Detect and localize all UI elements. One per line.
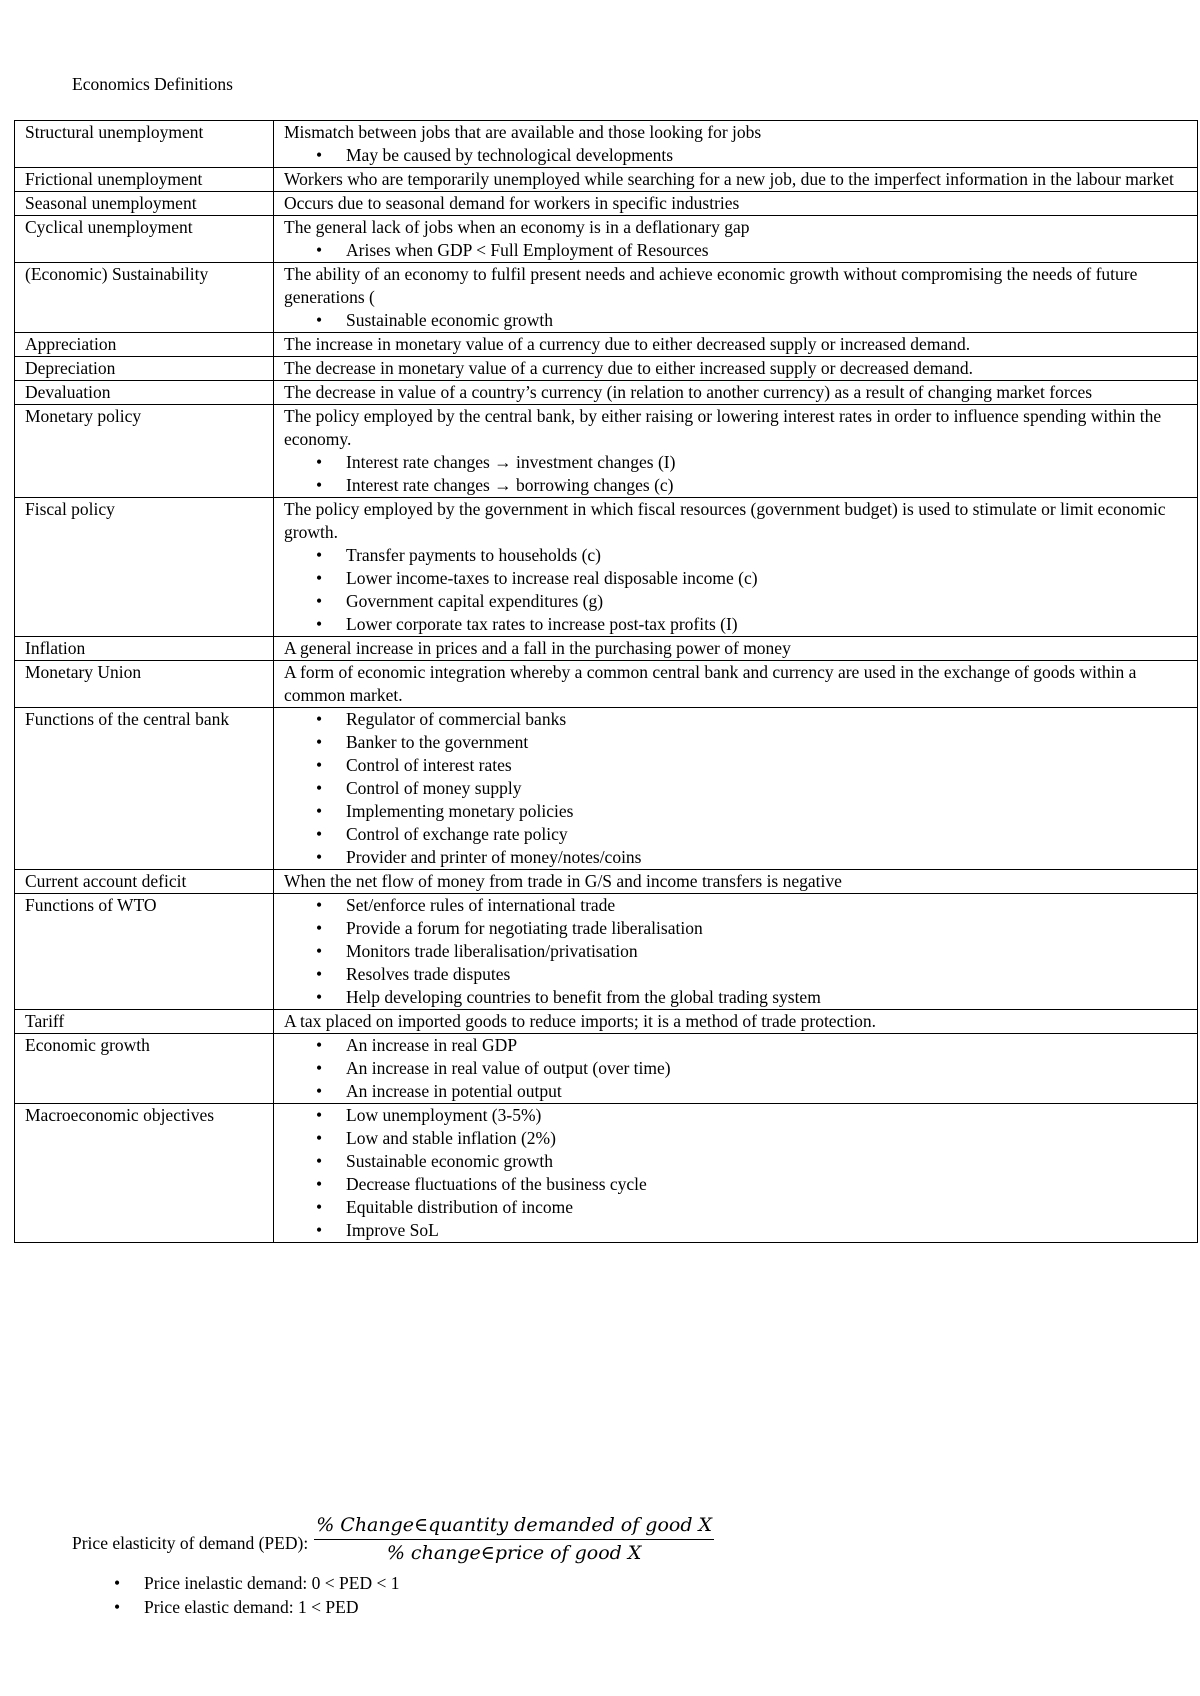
definition-cell xyxy=(274,333,1198,357)
table-row xyxy=(15,870,1198,894)
term-cell: Monetary policy xyxy=(15,405,274,498)
term-cell: Devaluation xyxy=(15,381,274,405)
ped-numerator: % Change∈quantity demanded of good X xyxy=(314,1512,714,1540)
term-cell: Economic growth xyxy=(15,1034,274,1104)
bullet-item: • Interest rate changes → borrowing changes (c) xyxy=(346,474,1187,497)
definition-text: The decrease in value of a country’s currency (in relation to another currency) as a result of changing market forces xyxy=(284,382,1093,402)
bullet-list xyxy=(284,309,1187,332)
term-cell: Functions of the central bank xyxy=(15,708,274,870)
definition-cell xyxy=(274,498,1198,637)
term-cell: Current account deficit xyxy=(15,870,274,894)
bullet-item: • Sustainable economic growth xyxy=(346,309,1187,332)
term-cell: (Economic) Sustainability xyxy=(15,263,274,333)
definitions-table xyxy=(14,120,1198,1243)
ped-bullet-list xyxy=(72,1571,714,1619)
bullet-item: • An increase in real GDP xyxy=(346,1034,1187,1057)
table-row xyxy=(15,1104,1198,1243)
bullet-item: • Transfer payments to households (c) xyxy=(346,544,1187,567)
bullet-item: • Interest rate changes → investment changes (I) xyxy=(346,451,1187,474)
table-row xyxy=(15,216,1198,263)
definition-cell xyxy=(274,381,1198,405)
bullet-list xyxy=(284,544,1187,636)
bullet-item: • An increase in potential output xyxy=(346,1080,1187,1103)
term-cell: Depreciation xyxy=(15,357,274,381)
definition-text: The policy employed by the government in which fiscal resources (government budget) is used to stimulate or limit economic growth. xyxy=(284,499,1166,542)
bullet-item: • Resolves trade disputes xyxy=(346,963,1187,986)
bullet-item: • Provider and printer of money/notes/coins xyxy=(346,846,1187,869)
definition-text: Mismatch between jobs that are available and those looking for jobs xyxy=(284,122,762,142)
term-cell: Cyclical unemployment xyxy=(15,216,274,263)
bullet-item: • Low unemployment (3-5%) xyxy=(346,1104,1187,1127)
document-title: Economics Definitions xyxy=(72,74,233,94)
term-cell: Appreciation xyxy=(15,333,274,357)
definition-cell xyxy=(274,121,1198,168)
table-row xyxy=(15,894,1198,1010)
table-row xyxy=(15,121,1198,168)
term-cell: Fiscal policy xyxy=(15,498,274,637)
bullet-item: • Lower income-taxes to increase real disposable income (c) xyxy=(346,567,1187,590)
definition-cell xyxy=(274,405,1198,498)
definition-cell xyxy=(274,168,1198,192)
bullet-item: • Decrease fluctuations of the business cycle xyxy=(346,1173,1187,1196)
term-cell: Seasonal unemployment xyxy=(15,192,274,216)
term-cell: Frictional unemployment xyxy=(15,168,274,192)
bullet-item: • May be caused by technological developments xyxy=(346,144,1187,167)
bullet-item: • Banker to the government xyxy=(346,731,1187,754)
bullet-item: • Control of interest rates xyxy=(346,754,1187,777)
term-cell: Functions of WTO xyxy=(15,894,274,1010)
bullet-item: • Regulator of commercial banks xyxy=(346,708,1187,731)
bullet-list xyxy=(284,894,1187,1009)
table-row xyxy=(15,192,1198,216)
ped-bullet-inelastic: • Price inelastic demand: 0 < PED < 1 xyxy=(144,1571,714,1595)
table-row xyxy=(15,263,1198,333)
definition-cell xyxy=(274,216,1198,263)
bullet-item: • Low and stable inflation (2%) xyxy=(346,1127,1187,1150)
definition-cell xyxy=(274,357,1198,381)
bullet-item: • Improve SoL xyxy=(346,1219,1187,1242)
definition-cell xyxy=(274,1034,1198,1104)
ped-bullet-elastic: • Price elastic demand: 1 < PED xyxy=(144,1595,714,1619)
table-row xyxy=(15,381,1198,405)
definition-text: The general lack of jobs when an economy is in a deflationary gap xyxy=(284,217,750,237)
bullet-item: • Monitors trade liberalisation/privatisation xyxy=(346,940,1187,963)
table-row xyxy=(15,708,1198,870)
ped-label: Price elasticity of demand (PED): xyxy=(72,1532,309,1553)
term-cell: Macroeconomic objectives xyxy=(15,1104,274,1243)
bullet-item: • Sustainable economic growth xyxy=(346,1150,1187,1173)
bullet-item: • Set/enforce rules of international trade xyxy=(346,894,1187,917)
bullet-item: • An increase in real value of output (over time) xyxy=(346,1057,1187,1080)
definition-text: The increase in monetary value of a currency due to either decreased supply or increased demand. xyxy=(284,334,971,354)
definition-cell xyxy=(274,263,1198,333)
definition-cell xyxy=(274,1104,1198,1243)
table-row xyxy=(15,661,1198,708)
definition-text: A general increase in prices and a fall in the purchasing power of money xyxy=(284,638,791,658)
bullet-item: • Arises when GDP < Full Employment of Resources xyxy=(346,239,1187,262)
table-row xyxy=(15,357,1198,381)
table-row xyxy=(15,1034,1198,1104)
bullet-item: • Implementing monetary policies xyxy=(346,800,1187,823)
definition-cell xyxy=(274,637,1198,661)
definition-text: A form of economic integration whereby a common central bank and currency are used in the exchange of goods within a common market. xyxy=(284,662,1137,705)
table-row xyxy=(15,498,1198,637)
table-row xyxy=(15,637,1198,661)
definition-text: A tax placed on imported goods to reduce imports; it is a method of trade protection. xyxy=(284,1011,876,1031)
definition-text: The ability of an economy to fulfil present needs and achieve economic growth without compromising the needs of future generations ( xyxy=(284,264,1138,307)
bullet-item: • Control of exchange rate policy xyxy=(346,823,1187,846)
definition-text: Workers who are temporarily unemployed while searching for a new job, due to the imperfect information in the labour market xyxy=(284,169,1174,189)
definition-cell xyxy=(274,1010,1198,1034)
definition-cell xyxy=(274,192,1198,216)
table-row xyxy=(15,168,1198,192)
definition-cell xyxy=(274,870,1198,894)
bullet-list xyxy=(284,1104,1187,1242)
bullet-list xyxy=(284,144,1187,167)
ped-section xyxy=(72,1512,714,1619)
table-row xyxy=(15,1010,1198,1034)
bullet-item: • Equitable distribution of income xyxy=(346,1196,1187,1219)
term-cell: Monetary Union xyxy=(15,661,274,708)
definitions-table-body xyxy=(15,121,1198,1243)
definition-text: When the net flow of money from trade in G/S and income transfers is negative xyxy=(284,871,842,891)
definition-text: The decrease in monetary value of a currency due to either increased supply or decreased demand. xyxy=(284,358,973,378)
bullet-item: • Provide a forum for negotiating trade liberalisation xyxy=(346,917,1187,940)
definition-text: Occurs due to seasonal demand for workers in specific industries xyxy=(284,193,740,213)
definition-cell xyxy=(274,894,1198,1010)
ped-fraction xyxy=(314,1512,714,1567)
bullet-list xyxy=(284,239,1187,262)
definition-cell xyxy=(274,661,1198,708)
table-row xyxy=(15,405,1198,498)
bullet-item: • Control of money supply xyxy=(346,777,1187,800)
bullet-item: • Lower corporate tax rates to increase post-tax profits (I) xyxy=(346,613,1187,636)
term-cell: Structural unemployment xyxy=(15,121,274,168)
definition-text: The policy employed by the central bank, by either raising or lowering interest rates in order to influence spending within the economy. xyxy=(284,406,1162,449)
table-row xyxy=(15,333,1198,357)
definition-cell xyxy=(274,708,1198,870)
bullet-list xyxy=(284,1034,1187,1103)
bullet-item: • Government capital expenditures (g) xyxy=(346,590,1187,613)
ped-formula xyxy=(72,1512,714,1567)
term-cell: Tariff xyxy=(15,1010,274,1034)
ped-denominator: % change∈price of good X xyxy=(386,1542,642,1564)
bullet-list xyxy=(284,708,1187,869)
bullet-list xyxy=(284,451,1187,497)
bullet-item: • Help developing countries to benefit from the global trading system xyxy=(346,986,1187,1009)
term-cell: Inflation xyxy=(15,637,274,661)
